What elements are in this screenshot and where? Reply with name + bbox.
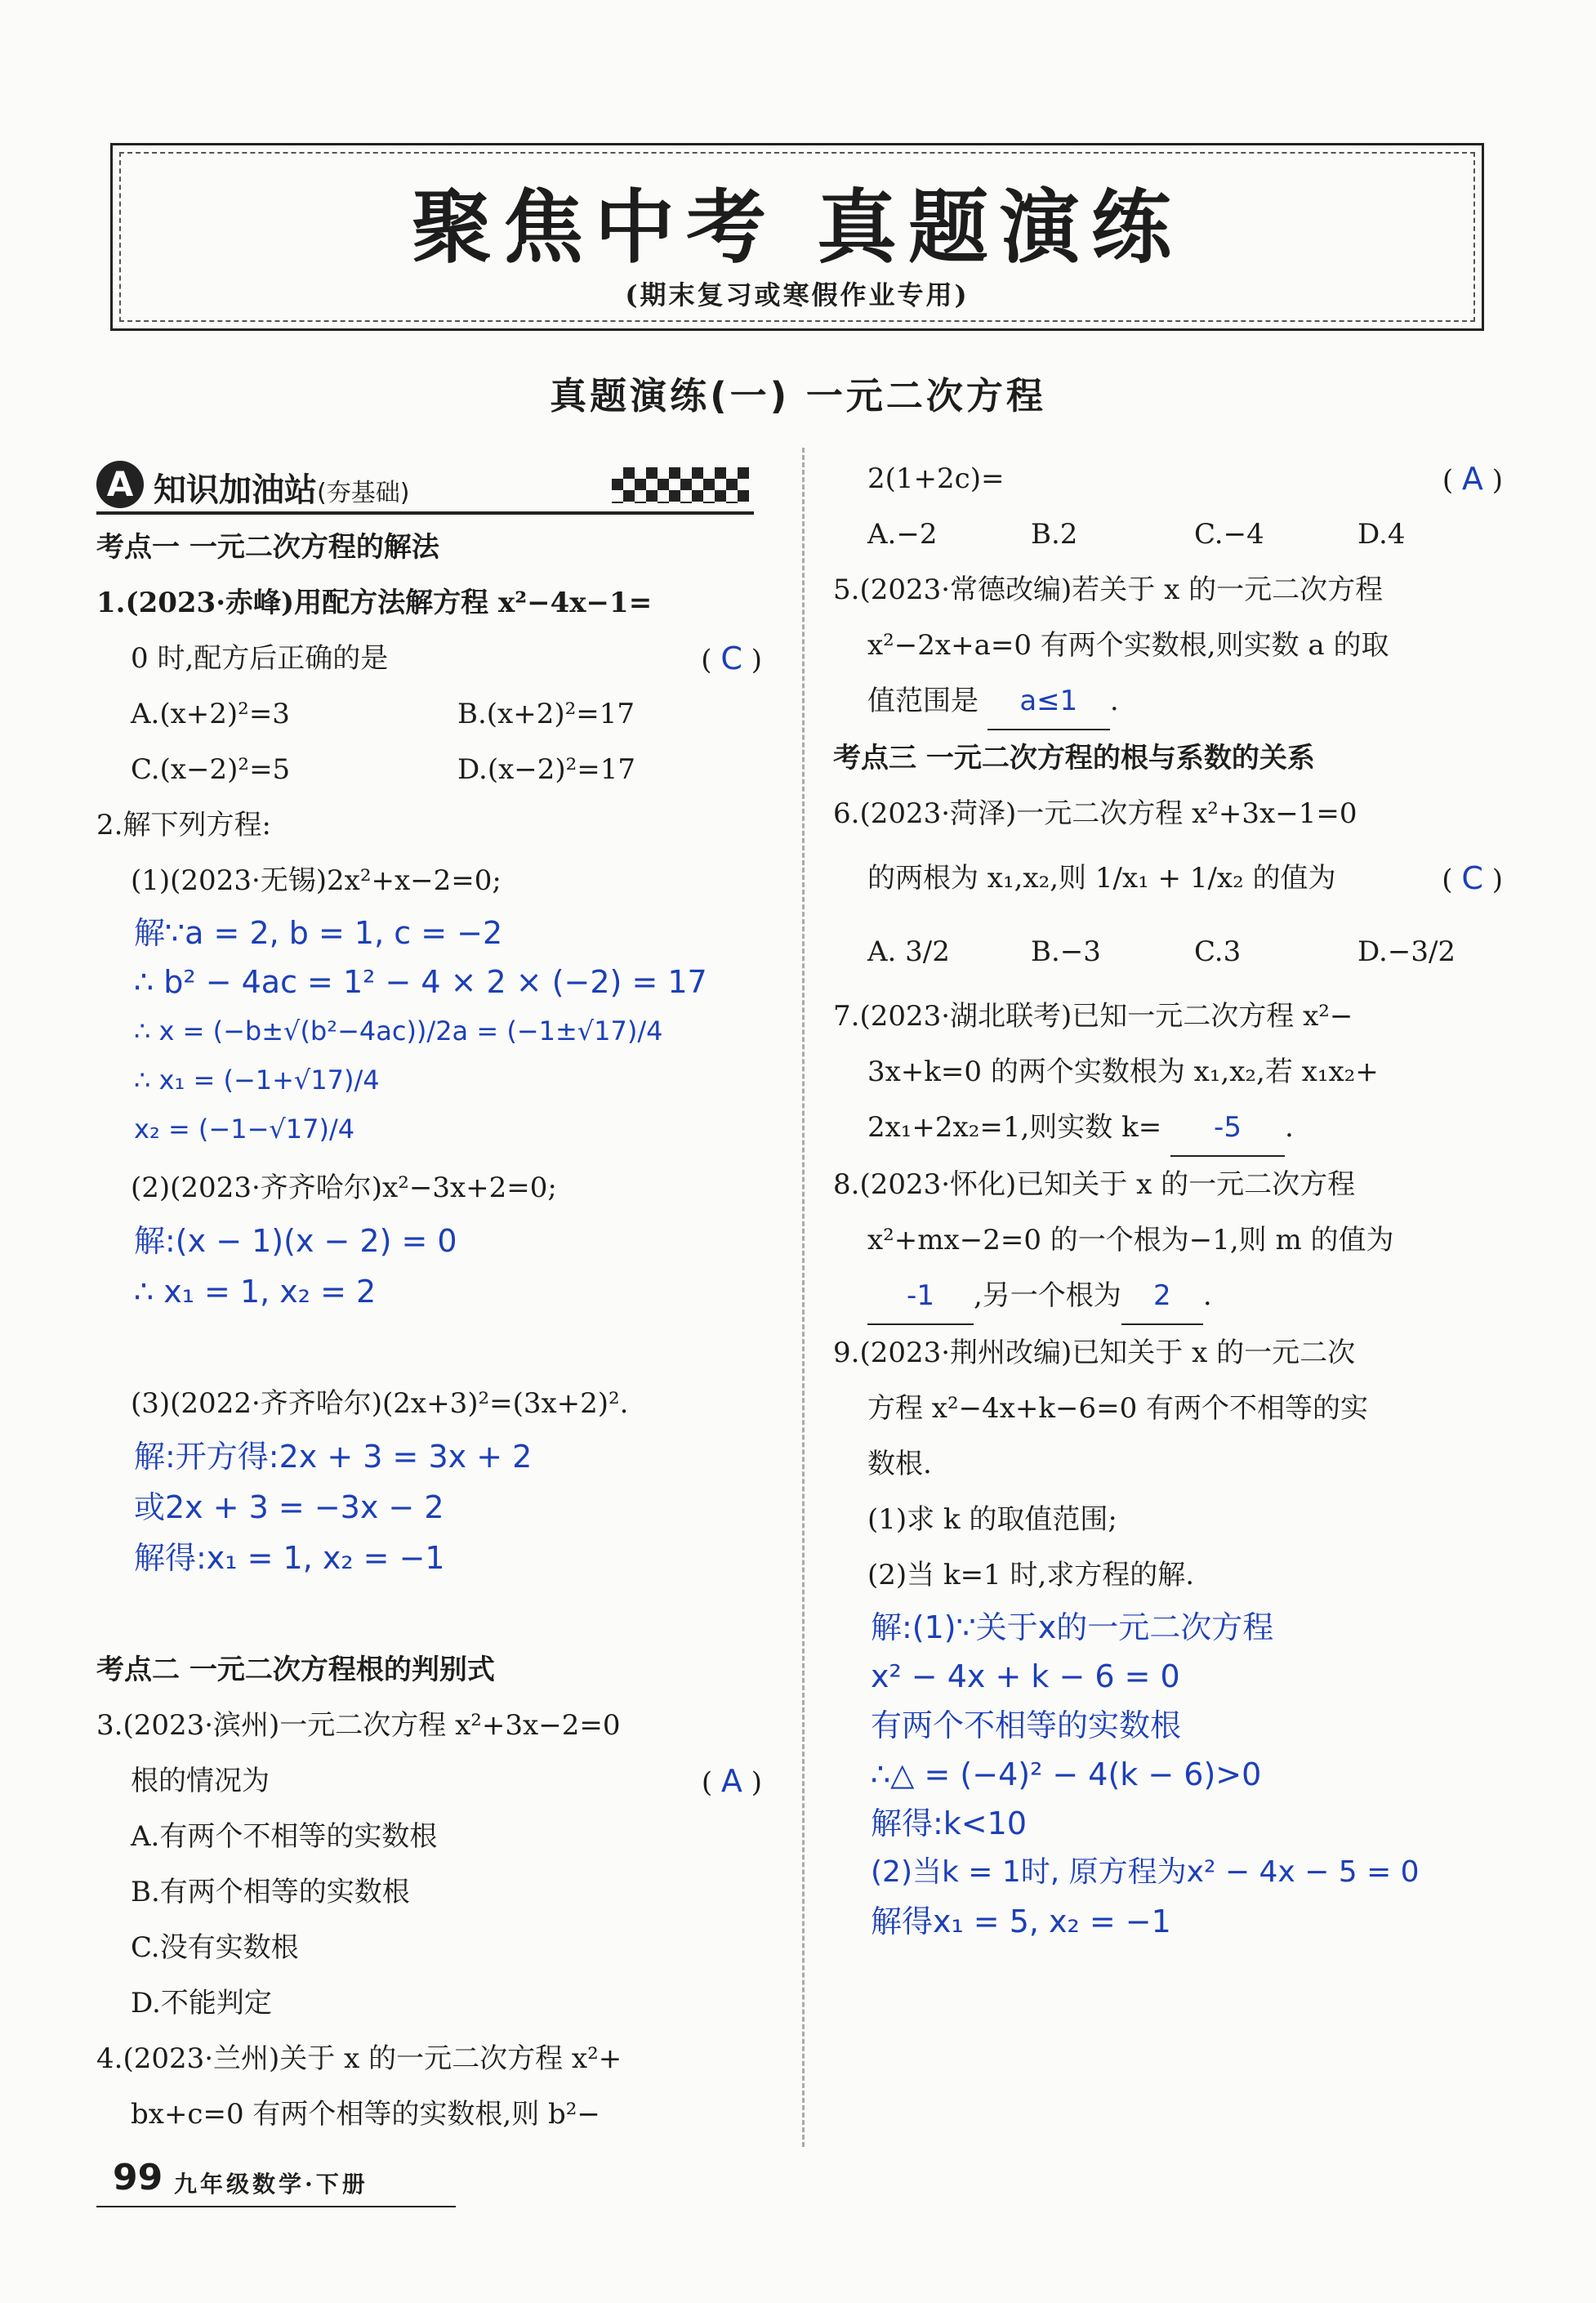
question-line (96, 797, 762, 853)
answer-bracket: ( C ) (1442, 860, 1503, 896)
sub-question: (1)求 k 的取值范围; (867, 1503, 1117, 1536)
question-text: 3.(2023·滨州)一元二次方程 x²+3x−2=0 (96, 1709, 621, 1742)
option: B.(x+2)²=17 (457, 698, 635, 730)
sub-question: (3)(2022·齐齐哈尔)(2x+3)²=(3x+2)². (131, 1387, 629, 1420)
option: D.不能判定 (131, 1987, 272, 2020)
solution-line: (2)当k = 1时, 原方程为x² − 4x − 5 = 0 (871, 1855, 1420, 1889)
options-row (96, 742, 762, 797)
question-line (96, 575, 762, 631)
solution-line: x² − 4x + k − 6 = 0 (871, 1658, 1180, 1694)
banner (110, 143, 1484, 331)
option: D.4 (1357, 518, 1406, 551)
topic-heading: 考点一 一元二次方程的解法 (96, 531, 439, 564)
solution-line: x₂ = (−1−√17)/4 (134, 1114, 355, 1145)
question-line (96, 631, 762, 686)
question-line: 8.(2023·怀化)已知关于 x 的一元二次方程 (833, 1168, 1356, 1201)
sub-question: (2)当 k=1 时,求方程的解. (867, 1559, 1195, 1591)
page-number: 99 (113, 2157, 163, 2198)
question-text: 1.(2023·赤峰)用配方法解方程 x²−4x−1= (96, 587, 653, 619)
banner-subtitle: (期末复习或寒假作业专用) (625, 279, 970, 310)
question-line: x²−2x+a=0 有两个实数根,则实数 a 的取 (867, 629, 1389, 662)
column-divider (802, 448, 805, 2147)
question-text: 的两根为 x₁,x₂,则 1/x₁ + 1/x₂ 的值为 (867, 862, 1336, 895)
solution-line: ∴△ = (−4)² − 4(k − 6)>0 (871, 1756, 1262, 1792)
answer-bracket: ( A ) (1442, 461, 1503, 497)
handwritten-solution (96, 1216, 762, 1317)
question-text: 2x₁+2x₂=1,则实数 k= (867, 1111, 1162, 1144)
solution-line: 解:(x − 1)(x − 2) = 0 (134, 1223, 457, 1259)
footer-label: 九年级数学·下册 (174, 2171, 368, 2198)
option: A.有两个不相等的实数根 (131, 1820, 438, 1853)
option: A. 3/2 (867, 935, 950, 968)
question-text: 2.解下列方程: (96, 809, 271, 841)
solution-line: 解:开方得:2x + 3 = 3x + 2 (134, 1439, 533, 1475)
question-line: bx+c=0 有两个相等的实数根,则 b²− (131, 2098, 600, 2131)
option: C.没有实数根 (131, 1931, 299, 1964)
solution-line: 或2x + 3 = −3x − 2 (134, 1489, 444, 1525)
solution-line: 解得:k<10 (871, 1805, 1028, 1841)
option: B.−3 (1031, 935, 1101, 968)
question-line: 4.(2023·兰州)关于 x 的一元二次方程 x²+ (96, 2042, 622, 2075)
options-row (833, 915, 1503, 989)
option: D.(x−2)²=17 (457, 753, 636, 786)
question-line (96, 1698, 762, 1753)
option: C.(x−2)²=5 (131, 753, 291, 786)
handwritten-answer: A (1461, 461, 1483, 497)
solution-line: 有两个不相等的实数根 (871, 1707, 1182, 1743)
question-line: x²+mx−2=0 的一个根为−1,则 m 的值为 (867, 1224, 1394, 1256)
solution-line: ∴ x₁ = 1, x₂ = 2 (134, 1274, 377, 1310)
handwritten-answer: -1 (907, 1279, 934, 1312)
option: B.有两个相等的实数根 (131, 1876, 410, 1908)
solution-line: ∴ x = (−b±√(b²−4ac))/2a = (−1±√17)/4 (134, 1015, 663, 1047)
solution-line: 解:(1)∵关于x的一元二次方程 (871, 1609, 1274, 1645)
option: A.−2 (867, 518, 938, 551)
sub-question: (2)(2023·齐齐哈尔)x²−3x+2=0; (131, 1172, 557, 1204)
fill-blank (987, 673, 1110, 730)
question-line: 数根. (867, 1448, 932, 1480)
solution-line: 解∵a = 2, b = 1, c = −2 (134, 915, 503, 951)
question-line: 7.(2023·湖北联考)已知一元二次方程 x²− (833, 1000, 1353, 1033)
question-line: 值范围是 a≤1 . (833, 673, 1503, 730)
sub-question: (1)(2023·无锡)2x²+x−2=0; (131, 864, 502, 897)
question-text: 0 时,配方后正确的是 (131, 642, 389, 675)
handwritten-answer: a≤1 (1019, 685, 1078, 717)
topic-heading: 考点二 一元二次方程根的判别式 (96, 1654, 495, 1686)
option: B.2 (1031, 518, 1078, 551)
question-line: 5.(2023·常德改编)若关于 x 的一元二次方程 (833, 574, 1384, 606)
option: C.−4 (1194, 518, 1264, 551)
section-title: 真题演练(一) 一元二次方程 (550, 374, 1046, 417)
answer-bracket: ( A ) (701, 1763, 762, 1799)
question-text: 值范围是 (867, 685, 979, 717)
option: D.−3/2 (1357, 935, 1456, 968)
handwritten-answer: 2 (1152, 1279, 1171, 1312)
question-line: 9.(2023·荆州改编)已知关于 x 的一元二次 (833, 1337, 1356, 1369)
option: C.3 (1194, 935, 1242, 968)
topic-heading: 考点三 一元二次方程的根与系数的关系 (833, 742, 1315, 774)
knowledge-title-text: 知识加油站 (154, 471, 317, 509)
question-line (833, 841, 1503, 915)
fill-blank (1170, 1100, 1285, 1157)
answer-bracket: ( C ) (701, 640, 762, 676)
question-line: 3x+k=0 的两个实数根为 x₁,x₂,若 x₁x₂+ (867, 1056, 1379, 1088)
page-footer (96, 2157, 464, 2206)
knowledge-header (96, 456, 754, 515)
question-text: ,另一个根为 (974, 1279, 1121, 1312)
question-line (96, 1753, 762, 1809)
options-row (833, 507, 1503, 562)
question-text: 2(1+2c)= (867, 462, 1005, 495)
options-row (96, 686, 762, 742)
solution-line: 解得x₁ = 5, x₂ = −1 (871, 1904, 1171, 1939)
checker-pattern (612, 467, 749, 503)
handwritten-answer: -5 (1214, 1111, 1242, 1144)
solution-line: ∴ b² − 4ac = 1² − 4 × 2 × (−2) = 17 (134, 964, 707, 1000)
question-text: 根的情况为 (131, 1765, 270, 1797)
section-badge: A (96, 461, 144, 508)
question-line: -1 ,另一个根为 2 . (833, 1268, 1503, 1325)
question-line: 2x₁+2x₂=1,则实数 k= -5 . (833, 1100, 1503, 1157)
handwritten-solution (96, 908, 762, 1154)
question-line (833, 451, 1503, 507)
handwritten-solution (833, 1603, 1503, 1946)
knowledge-subtitle: (夯基础) (317, 479, 410, 507)
left-column (96, 520, 762, 2142)
option: A.(x+2)²=3 (131, 698, 290, 730)
fill-blank (867, 1268, 974, 1325)
question-line: 6.(2023·菏泽)一元二次方程 x²+3x−1=0 (833, 797, 1357, 830)
handwritten-solution (96, 1431, 762, 1583)
knowledge-title (154, 464, 409, 511)
fill-blank (1121, 1268, 1203, 1325)
handwritten-answer: C (720, 640, 742, 676)
footer-rule (96, 2206, 456, 2207)
handwritten-answer: C (1461, 860, 1483, 896)
right-column (833, 451, 1503, 1946)
banner-title: 聚焦中考 真题演练 (411, 181, 1184, 274)
question-line: 方程 x²−4x+k−6=0 有两个不相等的实 (867, 1392, 1369, 1425)
handwritten-answer: A (720, 1763, 742, 1799)
solution-line: 解得:x₁ = 1, x₂ = −1 (134, 1540, 445, 1576)
solution-line: ∴ x₁ = (−1+√17)/4 (134, 1064, 380, 1096)
